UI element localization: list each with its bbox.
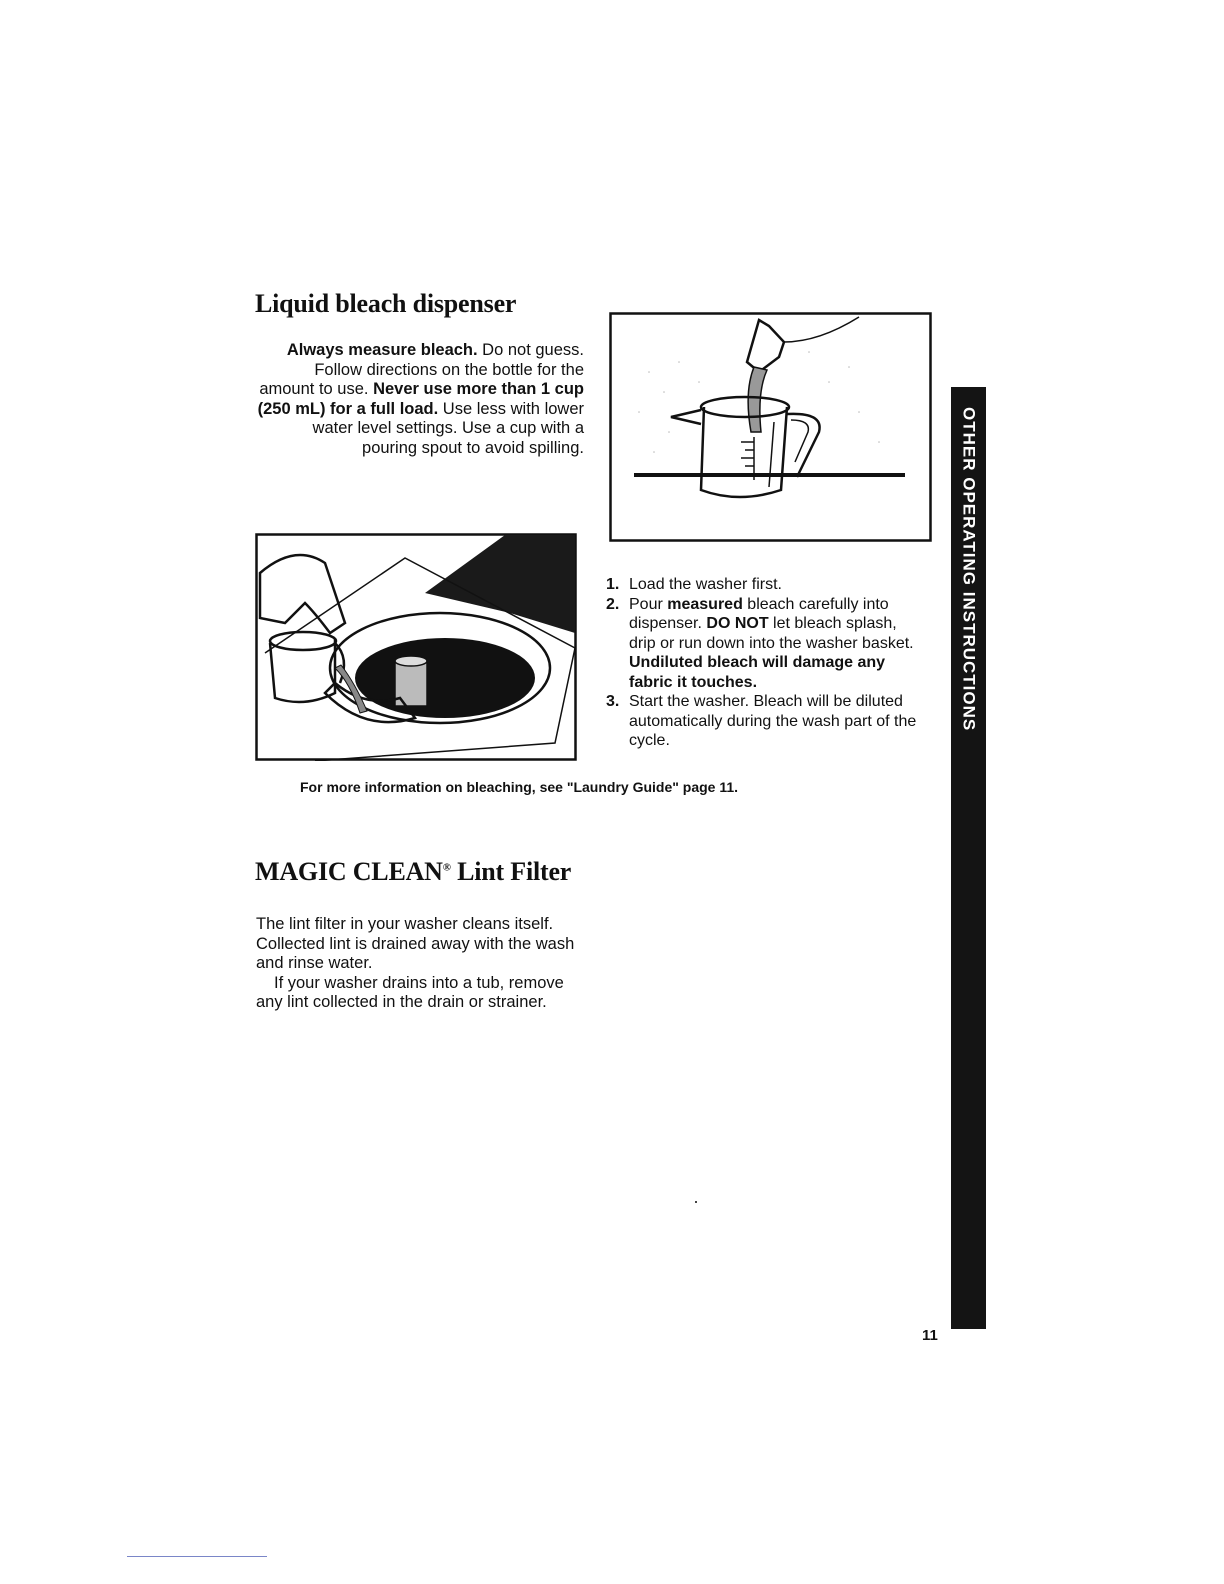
- side-tab-label: OTHER OPERATING INSTRUCTIONS: [959, 407, 979, 732]
- bottle-body-edge: [784, 317, 859, 342]
- measuring-cup-illustration: [609, 312, 932, 542]
- emphasis-never-use: Never use more than 1 cup (250 mL) for a full load.: [257, 380, 584, 418]
- hand: [260, 555, 345, 633]
- washer-dispenser-illustration: [255, 533, 577, 761]
- step-text: Load the washer first.: [629, 576, 782, 593]
- intro-text-2: Use less with lower water level settings. Use a cup with a pouring spout to avoid spilling.: [312, 399, 584, 457]
- lint-title-main: MAGIC CLEAN: [255, 857, 443, 886]
- emphasis-always-measure: Always measure bleach.: [286, 341, 478, 359]
- step-text: Pour: [629, 595, 668, 613]
- step-text: Start the washer. Bleach will be diluted automatically during the wash part of the cycle.: [629, 693, 917, 749]
- bottle-neck: [747, 320, 784, 372]
- page-number: 11: [922, 1327, 938, 1344]
- side-tab: [951, 387, 986, 1329]
- step-number: 3.: [606, 693, 620, 710]
- bleach-steps-list: [606, 575, 926, 751]
- tub-opening-dark: [355, 638, 535, 718]
- step-text: bleach carefully into dispenser.: [629, 595, 889, 632]
- lint-filter-text: [256, 915, 586, 1013]
- bleaching-footnote: For more information on bleaching, see "Laundry Guide" page 11.: [300, 779, 739, 795]
- cup-rim: [701, 397, 789, 417]
- cup-handle: [787, 414, 820, 477]
- step-number: 2.: [606, 595, 620, 613]
- bleach-intro-paragraph: [256, 341, 584, 458]
- registered-mark: ®: [442, 861, 451, 874]
- bottom-rule: [127, 1556, 267, 1557]
- intro-text-1: Do not guess. Follow directions on the bottle for the amount to use.: [259, 341, 584, 398]
- agitator-top: [395, 656, 427, 666]
- step-emphasis: Undiluted bleach will damage any fabric it touches.: [629, 654, 886, 691]
- step-item: [606, 575, 926, 595]
- step-emphasis: measured: [667, 595, 743, 613]
- lint-paragraph: If your washer drains into a tub, remove any lint collected in the drain or strainer.: [256, 973, 564, 1011]
- section-title-lint-filter: [255, 857, 571, 887]
- pouring-cup-rim: [270, 632, 336, 650]
- illustration-frame: [611, 314, 931, 541]
- step-item: [606, 595, 926, 693]
- section-title-liquid-bleach: Liquid bleach dispenser: [255, 289, 517, 318]
- bleach-stream: [748, 367, 767, 432]
- cup-body: [701, 407, 787, 497]
- washer-lid: [425, 535, 575, 633]
- step-item: [606, 692, 926, 751]
- lint-title-rest: Lint Filter: [450, 857, 572, 886]
- cup-measure-marks: [741, 437, 754, 480]
- cup-reflection: [769, 422, 774, 487]
- cup-handle-inner: [791, 420, 808, 462]
- step-text: let bleach splash, drip or run down into the washer basket.: [629, 615, 914, 652]
- lint-paragraph: The lint filter in your washer cleans itself. Collected lint is drained away with the wash and rinse water.: [256, 915, 575, 972]
- step-number: 1.: [606, 576, 620, 593]
- step-emphasis: DO NOT: [706, 615, 769, 632]
- cup-spout: [671, 410, 701, 424]
- scan-speck: [695, 1201, 697, 1203]
